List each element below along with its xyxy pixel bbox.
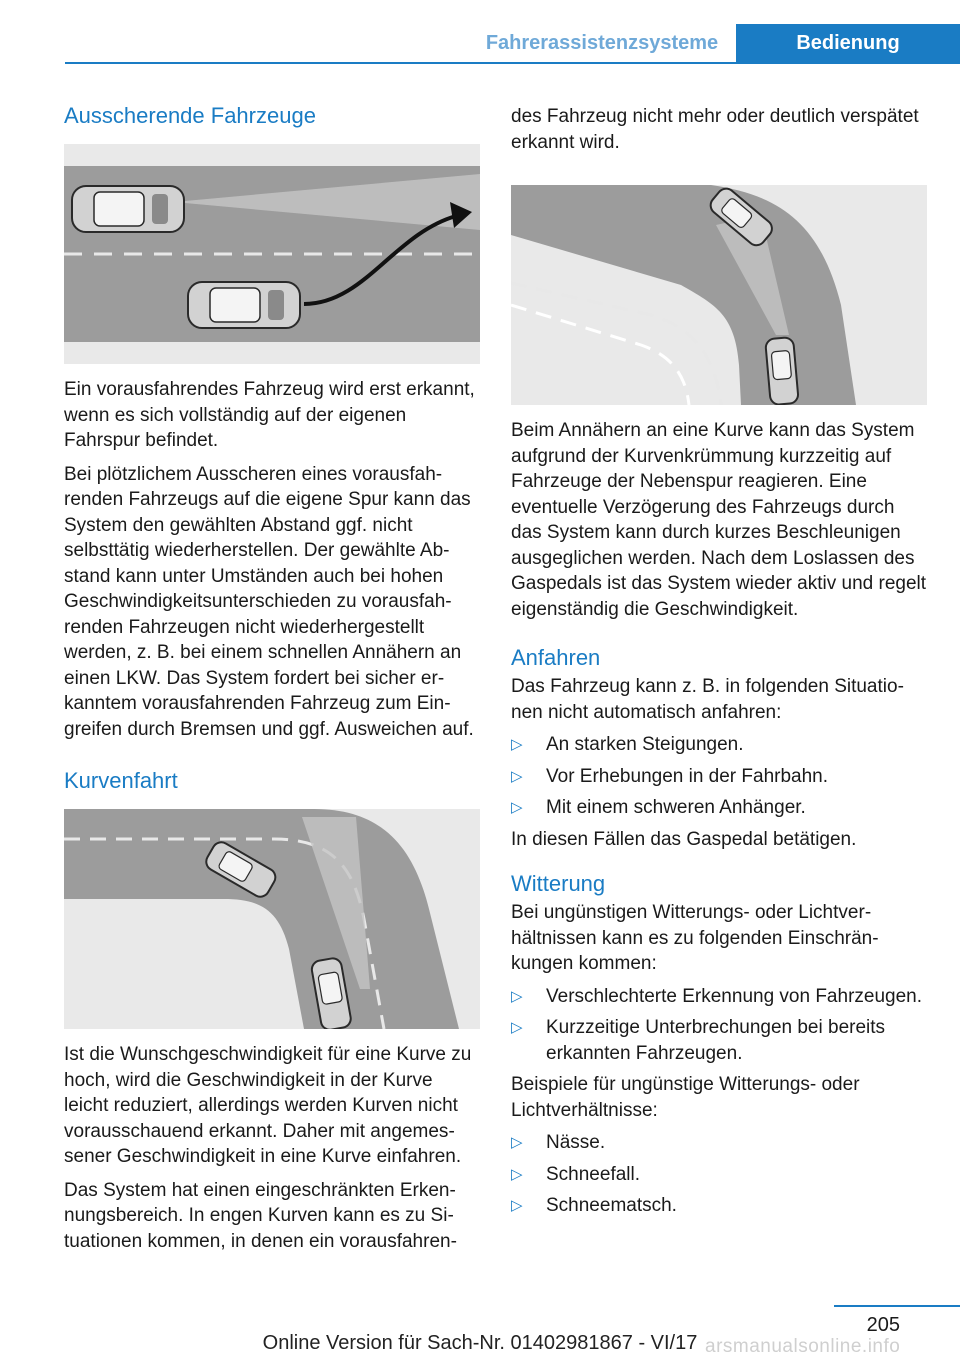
watermark: arsmanualsonline.info bbox=[705, 1336, 901, 1357]
header-rule bbox=[65, 62, 960, 64]
own-car-right bbox=[765, 337, 799, 405]
header-active-tab[interactable]: Bedienung bbox=[736, 24, 960, 62]
car-ahead bbox=[72, 186, 184, 232]
figure-curve-neighbour-lane bbox=[511, 185, 927, 405]
list-witterung bbox=[511, 984, 929, 1067]
triangle-right-icon: ▷ bbox=[511, 1019, 523, 1036]
paragraph-4: Das System hat einen eingeschränkten Erkennungsbereich. In engen Kurven kann es zu Situationen kommen, in denen ein vorausfahren- bbox=[64, 1179, 457, 1252]
figure-curve bbox=[64, 809, 480, 1029]
list-item: ▷ Schneematsch. bbox=[511, 1193, 929, 1219]
paragraph-1: Ein vorausfahrendes Fahrzeug wird erst erkannt, wenn es sich vollständig auf der eigenen Fahrspur befindet. bbox=[64, 379, 475, 451]
list-item: ▷ An starken Steigungen. bbox=[511, 732, 929, 758]
list-item: ▷ Schneefall. bbox=[511, 1162, 929, 1188]
triangle-right-icon: ▷ bbox=[511, 736, 523, 753]
heading-witterung: Witterung bbox=[511, 871, 606, 896]
paragraph-continued: des Fahrzeug nicht mehr oder deutlich verspätet erkannt wird. bbox=[511, 106, 919, 153]
list-item: ▷ Nässe. bbox=[511, 1130, 929, 1156]
left-column bbox=[64, 100, 482, 1254]
paragraph-witterung: Bei ungünstigen Witterungs- oder Lichtverhältnissen kann es zu folgenden Einschränkungen kommen: bbox=[511, 902, 879, 974]
list-item: ▷ Mit einem schweren Anhänger. bbox=[511, 795, 929, 821]
triangle-right-icon: ▷ bbox=[511, 767, 523, 785]
paragraph-3: Ist die Wunschgeschwindigkeit für eine Kurve zu hoch, wird die Geschwindigkeit in der Kurve leicht reduziert, allerdings werden Kurven nicht vorausschauend erkannt. Daher mit angemessener Geschwindigkeit in eine Kurve einfahren. bbox=[64, 1044, 472, 1167]
paragraph-curve-neighbour: Beim Annähern an eine Kurve kann das System aufgrund der Kurvenkrümmung kurzzeitig auf Fahrzeuge der Nebenspur reagieren. Eine eventuelle Verzögerung des Fahrzeugs durch das System kann durch kurzes Beschleunigen ausgeglichen werden. Nach dem Loslassen des Gaspedals ist das System wieder aktiv und regelt eigenständig die Geschwindigkeit. bbox=[511, 420, 927, 620]
car-cut-in bbox=[188, 282, 300, 328]
list-item: ▷ Verschlechterte Erkennung von Fahrzeugen. bbox=[511, 984, 929, 1010]
heading-kurvenfahrt: Kurvenfahrt bbox=[64, 768, 178, 793]
paragraph-anfahren: Das Fahrzeug kann z. B. in folgenden Situationen nicht automatisch anfahren: bbox=[511, 676, 904, 723]
list-anfahren bbox=[511, 732, 929, 821]
paragraph-gaspedal: In diesen Fällen das Gaspedal betätigen. bbox=[511, 828, 857, 850]
heading-anfahren: Anfahren bbox=[511, 645, 601, 670]
triangle-right-icon: ▷ bbox=[511, 799, 523, 816]
heading-ausscherende-fahrzeuge: Ausscherende Fahrzeuge bbox=[64, 103, 316, 128]
paragraph-beispiele: Beispiele für ungünstige Witterungs- oder Lichtverhältnisse: bbox=[511, 1074, 860, 1121]
footer-online-version: Online Version für Sach-Nr. 01402981867 - VI/17 bbox=[262, 1332, 698, 1354]
paragraph-2: Bei plötzlichem Ausscheren eines vorausfahrenden Fahrzeugs auf die eigene Spur kann das System den gewählten Abstand ggf. nicht selbsttätig wiederherstellen. Der gewählte Abstand kann unter Umständen auch bei hohen Geschwindigkeitsunterschieden zu vorausfahrenden Fahrzeugen nicht wiederhergestellt werden, z. B. bei einem schnellen Annähern an einen LKW. Das System fordert bei sicher erkanntem vorausfahrenden Fahrzeug zum Eingreifen durch Bremsen und ggf. Ausweichen auf. bbox=[64, 463, 474, 740]
list-item: ▷ Kurzzeitige Unterbrechungen bei bereits erkannten Fahrzeugen. bbox=[511, 1017, 886, 1064]
list-item: ▷ Vor Erhebungen in der Fahrbahn. bbox=[511, 764, 929, 790]
triangle-right-icon: ▷ bbox=[511, 1134, 523, 1151]
triangle-right-icon: ▷ bbox=[511, 1165, 523, 1183]
triangle-right-icon: ▷ bbox=[511, 987, 523, 1005]
figure-cut-in-vehicle bbox=[64, 144, 480, 364]
triangle-right-icon: ▷ bbox=[511, 1197, 523, 1214]
footer-rule bbox=[834, 1305, 960, 1307]
right-column bbox=[511, 104, 929, 1225]
header-section-tab[interactable]: Fahrerassistenzsysteme bbox=[485, 32, 719, 54]
list-beispiele bbox=[511, 1130, 929, 1219]
page-number: 205 bbox=[866, 1314, 900, 1336]
